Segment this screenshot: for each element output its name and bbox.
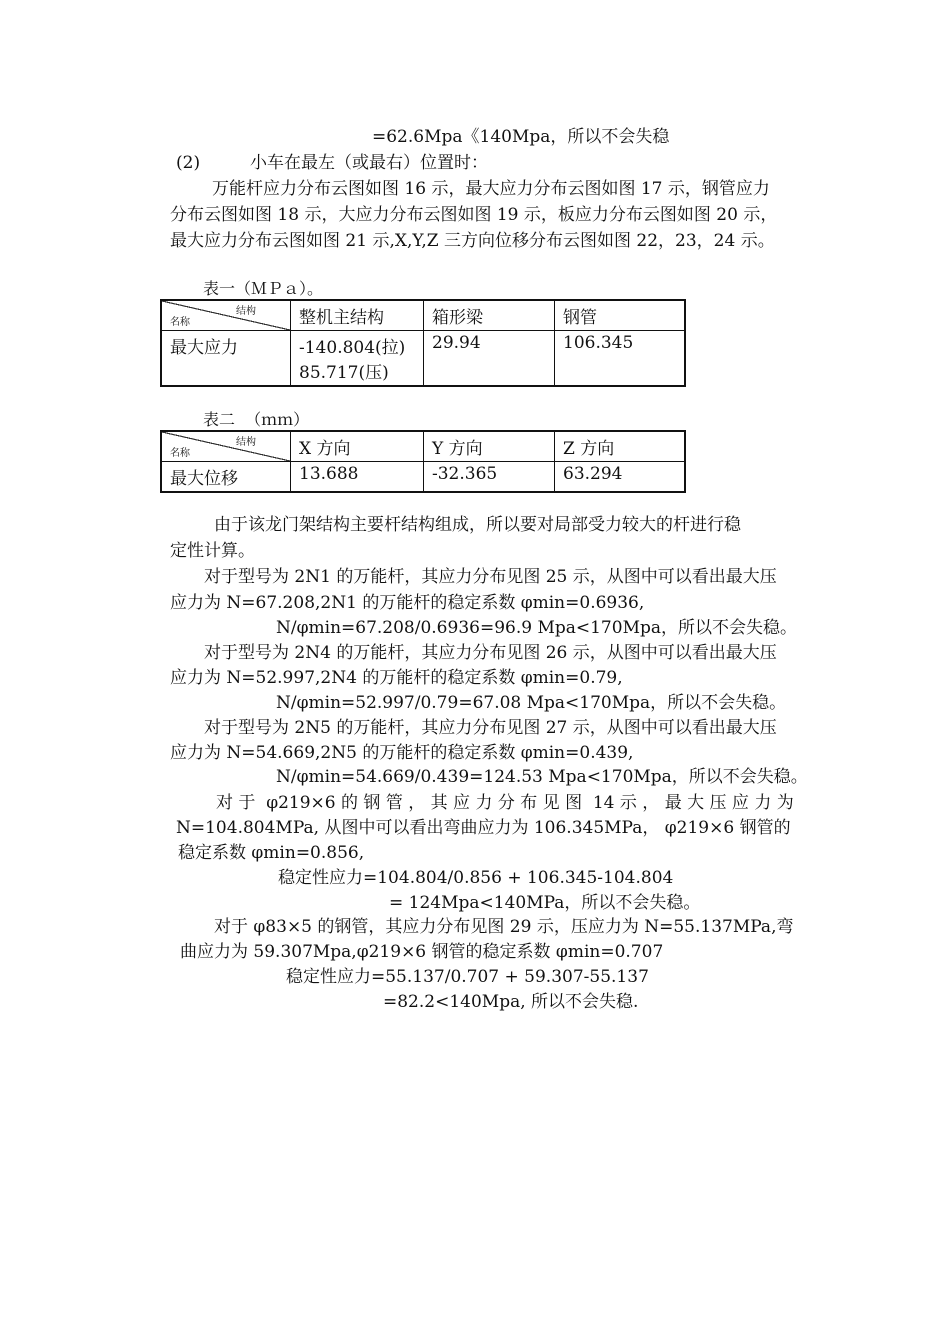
table2-header: Y 方向 — [424, 431, 555, 462]
section-heading: 小车在最左（或最右）位置时： — [250, 153, 488, 173]
table1-caption: 表一（ＭＰａ）。 — [203, 279, 324, 298]
body-line: 稳定系数 φmin=0.856, — [178, 843, 365, 863]
corner-label-structure: 结构 — [236, 306, 256, 317]
table1-corner-cell — [161, 300, 291, 331]
table1-header: 钢管 — [555, 300, 686, 331]
body-line: 对于 φ83×5 的钢管，其应力分布见图 29 示，压应力为 N=55.137MPa,弯 — [214, 917, 794, 937]
tension-value: -140.804(拉) — [299, 338, 406, 358]
body-line: 对于型号为 2N1 的万能杆，其应力分布见图 25 示，从图中可以看出最大压 — [204, 567, 777, 587]
table2-corner-cell — [161, 431, 291, 462]
corner-label-name: 名称 — [170, 317, 190, 328]
body-line: 对于型号为 2N5 的万能杆，其应力分布见图 27 示，从图中可以看出最大压 — [204, 718, 777, 738]
table1-cell: 29.94 — [424, 331, 555, 387]
table2-cell: 13.688 — [291, 462, 424, 493]
table1-header: 整机主结构 — [291, 300, 424, 331]
compression-value: 85.717(压) — [299, 363, 389, 383]
table1-row-label: 最大应力 — [161, 331, 291, 387]
corner-label-structure: 结构 — [236, 437, 256, 448]
table2-caption: 表二 （ｍｍ） — [203, 410, 310, 429]
table2-header: Z 方向 — [555, 431, 686, 462]
body-line: 对于型号为 2N4 的万能杆，其应力分布见图 26 示，从图中可以看出最大压 — [204, 643, 777, 663]
body-line: 应力为 N=67.208,2N1 的万能杆的稳定系数 φmin=0.6936, — [170, 593, 645, 613]
body-line: N/φmin=52.997/0.79=67.08 Mpa<170Mpa，所以不会失稳。 — [276, 693, 787, 713]
result-line: =62.6Mpa《140Mpa，所以不会失稳 — [372, 127, 670, 147]
body-line: 稳定性应力=104.804/0.856 + 106.345-104.804 — [278, 868, 674, 888]
table1-cell: 106.345 — [555, 331, 686, 387]
body-line: 由于该龙门架结构主要杆结构组成，所以要对局部受力较大的杆进行稳 — [214, 515, 741, 535]
table2-cell: 63.294 — [555, 462, 686, 493]
body-line: N/φmin=67.208/0.6936=96.9 Mpa<170Mpa，所以不会失稳。 — [276, 618, 797, 638]
section-number: (2) — [176, 153, 201, 173]
body-line: 应力为 N=52.997,2N4 的万能杆的稳定系数 φmin=0.79, — [170, 668, 623, 688]
paragraph-line: 最大应力分布云图如图 21 示,X,Y,Z 三方向位移分布云图如图 22，23，24 示。 — [170, 231, 775, 251]
corner-label-name: 名称 — [170, 448, 190, 459]
displacement-table — [160, 430, 686, 493]
table2-header: X 方向 — [291, 431, 424, 462]
body-line: 对 于 φ219×6 的 钢 管 ， 其 应 力 分 布 见 图 14 示 ， 最 大 压 应 力 为 — [216, 793, 794, 813]
body-line: 曲应力为 59.307Mpa,φ219×6 钢管的稳定系数 φmin=0.707 — [180, 942, 664, 962]
table1-header: 箱形梁 — [424, 300, 555, 331]
table1-cell — [291, 331, 424, 387]
table2-row-label: 最大位移 — [161, 462, 291, 493]
body-line: 稳定性应力=55.137/0.707 + 59.307-55.137 — [286, 967, 649, 987]
table2-cell: -32.365 — [424, 462, 555, 493]
body-line: N=104.804MPa, 从图中可以看出弯曲应力为 106.345MPa， φ219×6 钢管的 — [176, 818, 791, 838]
body-line: 应力为 N=54.669,2N5 的万能杆的稳定系数 φmin=0.439, — [170, 743, 634, 763]
body-line: N/φmin=54.669/0.439=124.53 Mpa<170Mpa，所以不会失稳。 — [276, 767, 808, 787]
body-line: =82.2<140Mpa, 所以不会失稳. — [383, 992, 639, 1012]
body-line: = 124Mpa<140MPa，所以不会失稳。 — [389, 893, 701, 913]
stress-table — [160, 299, 686, 387]
paragraph-line: 万能杆应力分布云图如图 16 示，最大应力分布云图如图 17 示，钢管应力 — [212, 179, 770, 199]
paragraph-line: 分布云图如图 18 示，大应力分布云图如图 19 示，板应力分布云图如图 20 示， — [170, 205, 778, 225]
body-line: 定性计算。 — [170, 541, 255, 561]
